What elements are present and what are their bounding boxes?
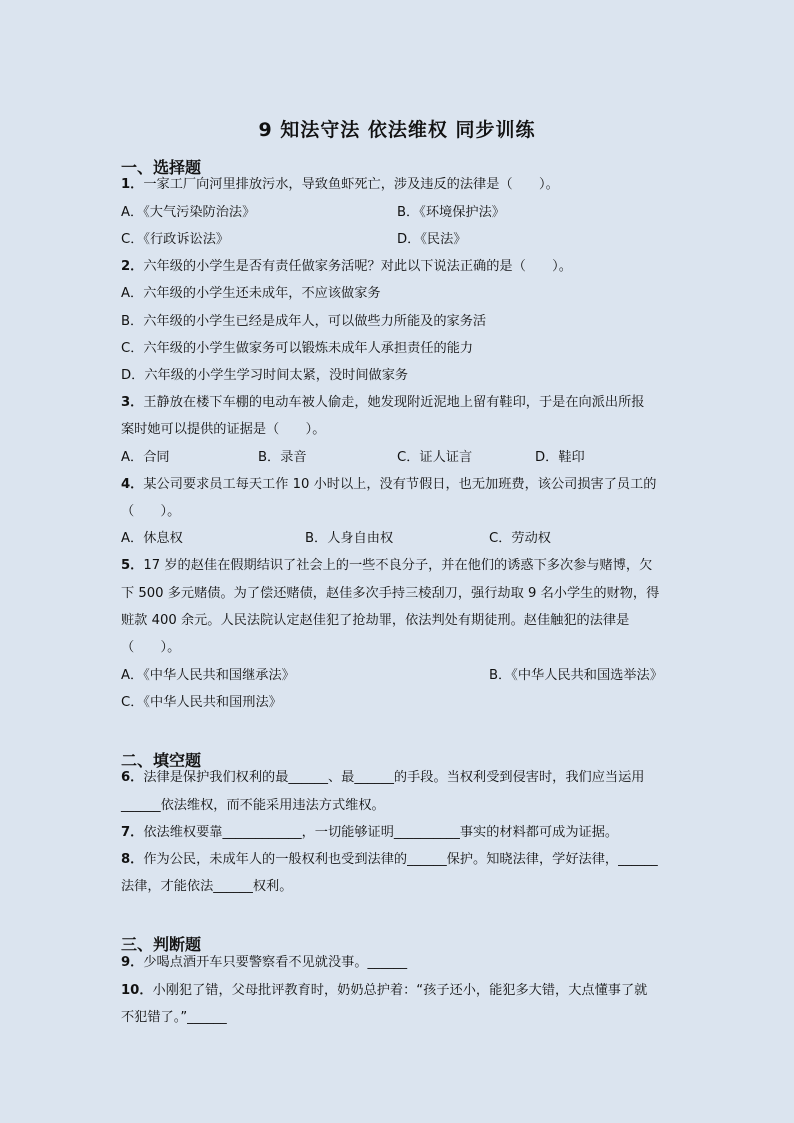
option-b: B．人身自由权 (305, 531, 394, 546)
question-6-continued: ______依法维权，而不能采用违法方式维权。 (121, 798, 385, 813)
option-b: B．《环境保护法》 (397, 205, 505, 220)
question-number: 4． (121, 477, 144, 492)
question-5-line-2: 下 500 多元赌债。为了偿还赌债，赵佳多次手持三棱刮刀，强行劫取 9 名小学生的财物，得 (121, 586, 660, 601)
question-number: 3． (121, 395, 144, 410)
option-a: A．《大气污染防治法》 (121, 205, 256, 220)
question-3-continued: 案时她可以提供的证据是（ ）。 (121, 422, 326, 437)
option-c: C．《行政诉讼法》 (121, 232, 230, 247)
option-a: A．六年级的小学生还未成年，不应该做家务 (121, 286, 381, 301)
question-text: 王静放在楼下车棚的电动车被人偷走，她发现附近泥地上留有鞋印，于是在向派出所报 (143, 395, 645, 410)
question-8 (121, 851, 658, 869)
question-8-continued: 法律，才能依法______权利。 (121, 879, 293, 894)
section-heading-true-false: 三、判断题 (121, 935, 202, 954)
question-number: 5． (121, 558, 144, 573)
question-text: 少喝点酒开车只要警察看不见就没事。______ (143, 955, 408, 970)
page-title: 9 知法守法 依法维权 同步训练 (258, 119, 536, 141)
option-b: B．《中华人民共和国选举法》 (489, 668, 663, 683)
question-text: 法律是保护我们权利的最______、最______的手段。当权利受到侵害时，我们应当运用 (143, 770, 645, 785)
question-7 (121, 824, 618, 842)
question-5-line-3: 赃款 400 余元。人民法院认定赵佳犯了抢劫罪，依法判处有期徒刑。赵佳触犯的法律是 (121, 613, 630, 628)
option-b: B．六年级的小学生已经是成年人，可以做些力所能及的家务活 (121, 314, 487, 329)
question-number: 7． (121, 825, 144, 840)
option-d: D．《民法》 (397, 232, 467, 247)
option-a: A．休息权 (121, 531, 183, 546)
question-number: 9． (121, 955, 144, 970)
option-a: A．《中华人民共和国继承法》 (121, 668, 295, 683)
section-heading-choice: 一、选择题 (121, 158, 202, 177)
question-text: 某公司要求员工每天工作 10 小时以上，没有节假日，也无加班费，该公司损害了员工的 (143, 477, 657, 492)
question-text: 六年级的小学生是否有责任做家务活呢？对此以下说法正确的是（ ）。 (143, 259, 572, 274)
question-4 (121, 476, 656, 494)
question-3 (121, 394, 645, 412)
question-number: 10． (121, 983, 153, 998)
question-number: 6． (121, 770, 144, 785)
option-c: C．劳动权 (489, 531, 551, 546)
question-text: 作为公民，未成年人的一般权利也受到法律的______保护。知晓法律，学好法律，______ (143, 852, 658, 867)
question-text: 17 岁的赵佳在假期结识了社会上的一些不良分子，并在他们的诱惑下多次参与赌博，欠 (143, 558, 653, 573)
question-6 (121, 769, 645, 787)
question-1 (121, 176, 559, 194)
question-10 (121, 982, 647, 1000)
option-d: D．鞋印 (535, 450, 585, 465)
question-2 (121, 258, 572, 276)
question-5-line-4: （ ）。 (121, 640, 181, 655)
section-heading-fill-in: 二、填空题 (121, 751, 202, 770)
question-text: 一家工厂向河里排放污水，导致鱼虾死亡，涉及违反的法律是（ ）。 (143, 177, 559, 192)
question-9 (121, 954, 407, 972)
question-number: 1． (121, 177, 144, 192)
option-c: C．《中华人民共和国刑法》 (121, 695, 282, 710)
option-b: B．录音 (258, 450, 307, 465)
question-4-continued: （ ）。 (121, 504, 181, 519)
option-d: D．六年级的小学生学习时间太紧，没时间做家务 (121, 368, 409, 383)
question-10-continued: 不犯错了。”______ (121, 1010, 227, 1025)
question-number: 8． (121, 852, 144, 867)
question-text: 依法维权要靠____________，一切能够证明__________事实的材料都可成为证据。 (143, 825, 619, 840)
option-c: C．六年级的小学生做家务可以锻炼未成年人承担责任的能力 (121, 341, 474, 356)
option-c: C．证人证言 (397, 450, 473, 465)
question-text: 小刚犯了错，父母批评教育时，奶奶总护着：“孩子还小，能犯多大错，大点懂事了就 (152, 983, 648, 998)
question-number: 2． (121, 259, 144, 274)
option-a: A．合同 (121, 450, 170, 465)
question-5 (121, 557, 652, 575)
